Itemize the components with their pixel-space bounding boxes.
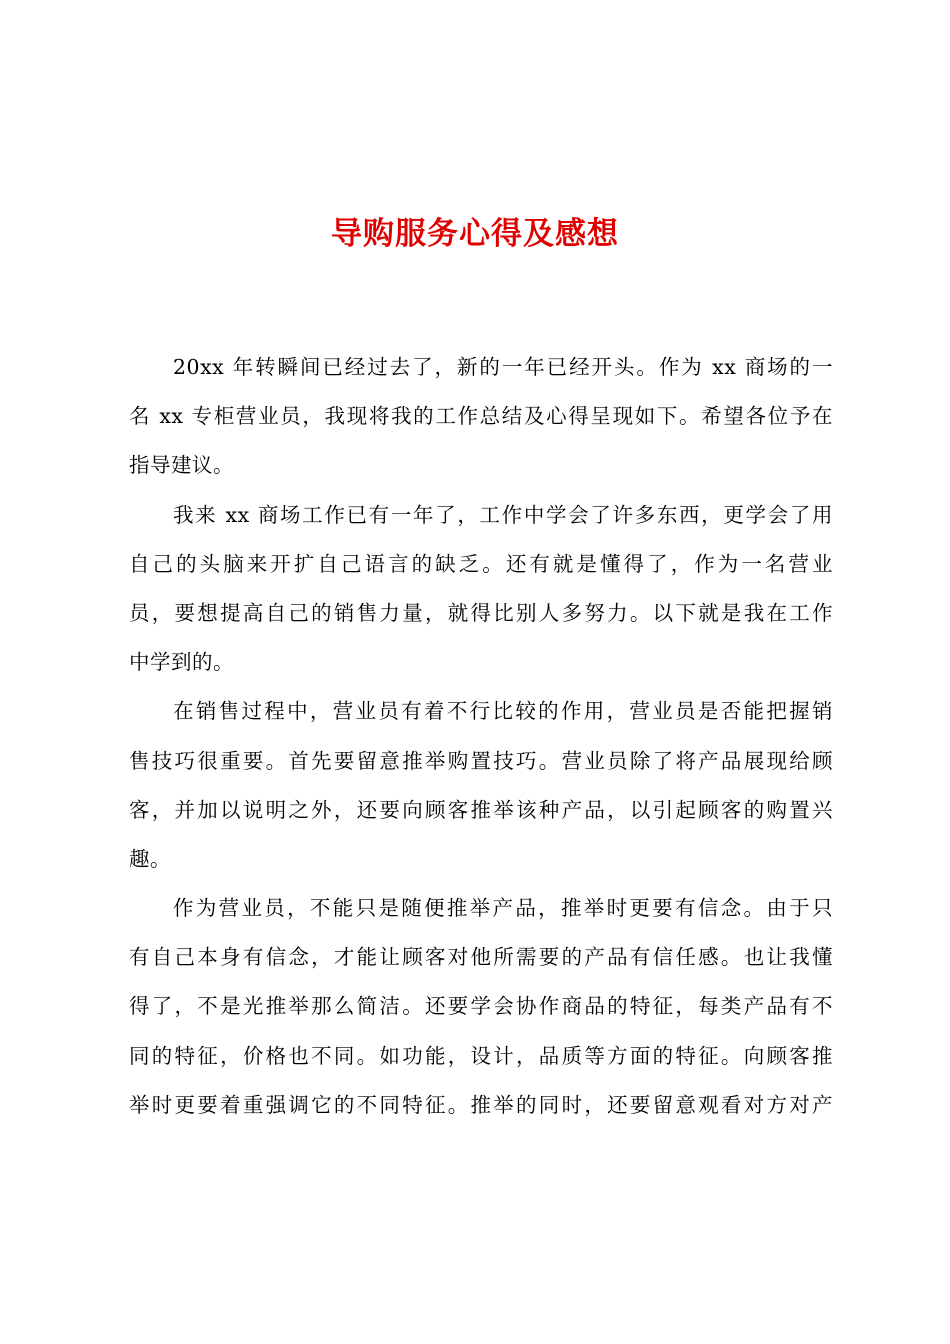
paragraph-1-line-3: 指导建议。 [129, 453, 234, 478]
paragraph-1-line-2: 名 xx 专柜营业员，我现将我的工作总结及心得呈现如下。希望各位予在 [129, 404, 833, 429]
paragraph-3-line-1: 在销售过程中，营业员有着不行比较的作用，营业员是否能把握销 [173, 699, 833, 724]
document-body [129, 343, 833, 1130]
paragraph-2-line-1: 我来 xx 商场工作已有一年了，工作中学会了许多东西，更学会了用 [173, 502, 833, 527]
paragraph-2-line-3: 员，要想提高自己的销售力量，就得比别人多努力。以下就是我在工作 [129, 600, 833, 625]
paragraph-3-line-4: 趣。 [129, 846, 171, 871]
paragraph-1-line-1: 20xx 年转瞬间已经过去了，新的一年已经开头。作为 xx 商场的一 [173, 355, 833, 379]
paragraph-2-line-4: 中学到的。 [129, 650, 234, 675]
paragraph-4-line-1: 作为营业员，不能只是随便推举产品，推举时更要有信念。由于只 [173, 896, 833, 921]
paragraph-3-line-3: 客，并加以说明之外，还要向顾客推举该种产品，以引起顾客的购置兴 [129, 797, 833, 822]
paragraph-4-line-3: 得了，不是光推举那么简洁。还要学会协作商品的特征，每类产品有不 [129, 994, 833, 1019]
paragraph-4-line-5: 举时更要着重强调它的不同特征。推举的同时，还要留意观看对方对产 [129, 1092, 833, 1117]
document-title: 导购服务心得及感想 [331, 216, 619, 252]
paragraph-2-line-2: 自己的头脑来开扩自己语言的缺乏。还有就是懂得了，作为一名营业 [129, 551, 833, 576]
paragraph-3-line-2: 售技巧很重要。首先要留意推举购置技巧。营业员除了将产品展现给顾 [129, 748, 833, 773]
paragraph-4-line-4: 同的特征，价格也不同。如功能，设计，品质等方面的特征。向顾客推 [129, 1043, 833, 1068]
paragraph-4-line-2: 有自己本身有信念，才能让顾客对他所需要的产品有信任感。也让我懂 [129, 945, 833, 970]
